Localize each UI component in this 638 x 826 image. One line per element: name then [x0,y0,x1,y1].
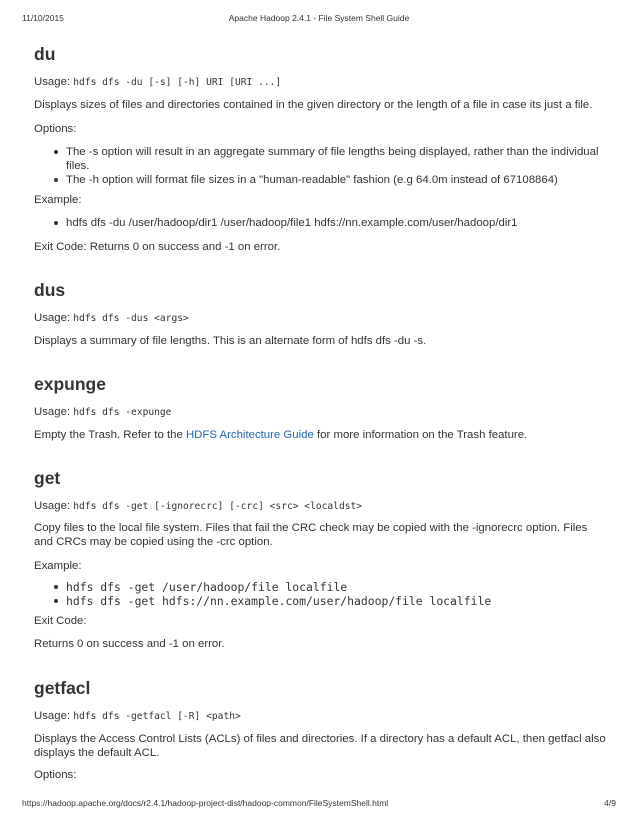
usage-label: Usage: [34,406,71,418]
du-usage-command: hdfs dfs -du [-s] [-h] URI [URI ...] [73,77,282,88]
du-exit-code: Exit Code: Returns 0 on success and -1 on error. [34,241,281,253]
expunge-usage [34,405,608,420]
usage-label: Usage: [34,76,71,88]
get-exit-code-label: Exit Code: [34,615,87,627]
usage-label: Usage: [34,710,71,722]
expunge-desc-after: for more information on the Trash feature. [313,429,528,441]
dus-usage [34,311,608,326]
dus-usage-command: hdfs dfs -dus <args> [73,313,189,324]
print-url: https://hadoop.apache.org/docs/r2.4.1/hadoop-project-dist/hadoop-common/FileSystemShell.html [22,798,389,808]
get-examples-list [34,580,608,608]
usage-label: Usage: [34,500,71,512]
get-exit-code-text: Returns 0 on success and -1 on error. [34,638,225,650]
getfacl-usage [34,709,608,724]
section-heading-getfacl: getfacl [34,678,91,698]
print-title: Apache Hadoop 2.4.1 - File System Shell Guide [228,13,410,23]
getfacl-usage-command: hdfs dfs -getfacl [-R] <path> [73,711,241,722]
section-heading-get: get [34,468,61,488]
du-description: Displays sizes of files and directories contained in the given directory or the length of a file in case its just a file. [34,99,593,111]
list-item: hdfs dfs -du /user/hadoop/dir1 /user/hadoop/file1 hdfs://nn.example.com/user/hadoop/dir1 [66,216,608,230]
print-date: 11/10/2015 [22,13,64,23]
expunge-desc-before: Empty the Trash. Refer to the [34,429,186,441]
du-options-label: Options: [34,123,77,135]
list-item: The -h option will format file sizes in a "human-readable" fashion (e.g 64.0m instead of 67108864) [66,173,608,187]
expunge-usage-command: hdfs dfs -expunge [73,407,172,418]
get-description: Copy files to the local file system. Files that fail the CRC check may be copied with the -ignorecrc option. Files and CRCs may be copied using the -crc option. [34,522,588,548]
get-usage [34,499,608,514]
list-item: hdfs dfs -get hdfs://nn.example.com/user/hadoop/file localfile [66,594,608,608]
expunge-description [34,428,608,442]
dus-description: Displays a summary of file lengths. This is an alternate form of hdfs dfs -du -s. [34,335,427,347]
get-example-label: Example: [34,560,82,572]
hdfs-architecture-guide-link[interactable]: HDFS Architecture Guide [185,429,314,441]
du-example-label: Example: [34,194,82,206]
getfacl-description: Displays the Access Control Lists (ACLs) of files and directories. If a directory has a default ACL, then getfacl also displays the default ACL. [34,733,606,759]
section-heading-expunge: expunge [34,374,106,394]
list-item: The -s option will result in an aggregate summary of file lengths being displayed, rather than the individual files. [66,145,608,173]
page-number: 4/9 [604,798,616,808]
getfacl-options-label: Options: [34,769,77,781]
du-options-list [34,145,608,187]
get-usage-command: hdfs dfs -get [-ignorecrc] [-crc] <src> <localdst> [73,501,363,512]
du-usage [34,75,608,90]
du-examples-list [34,216,608,230]
list-item: hdfs dfs -get /user/hadoop/file localfile [66,580,608,594]
section-heading-dus: dus [34,280,66,300]
section-heading-du: du [34,44,56,64]
usage-label: Usage: [34,312,71,324]
